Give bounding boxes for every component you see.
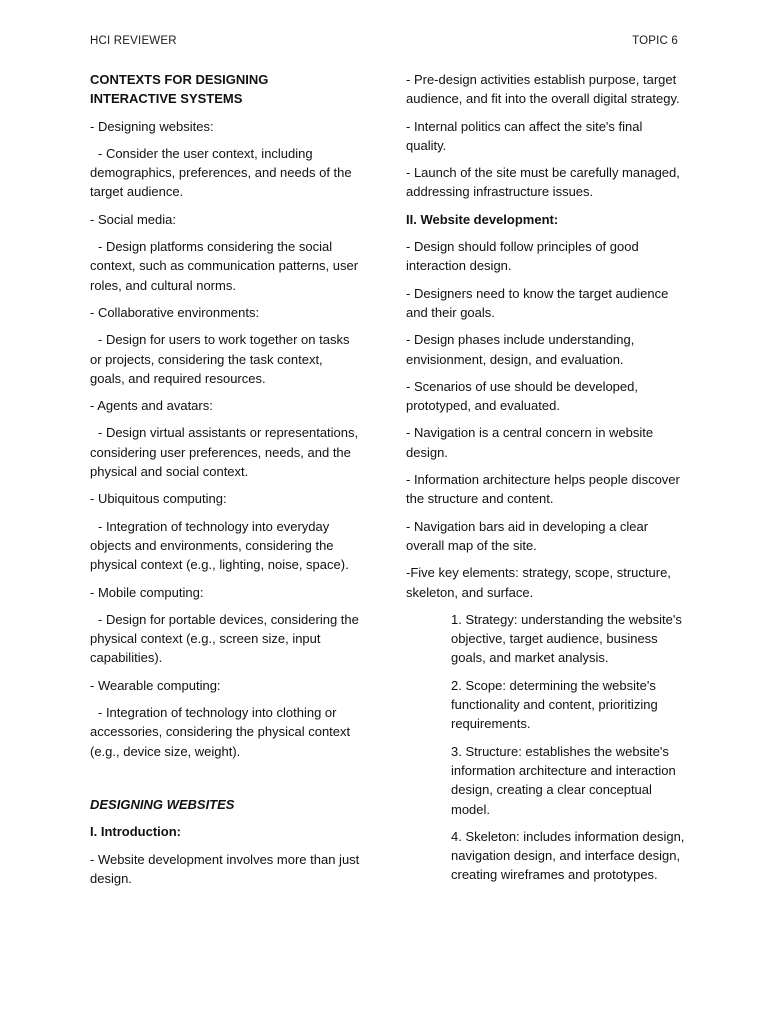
right-column [406, 70, 686, 893]
list-item: - Pre-design activities establish purpose, target audience, and fit into the overall digital strategy. [406, 72, 680, 107]
list-item: - Navigation bars aid in developing a clear overall map of the site. [406, 518, 649, 553]
section2-title: DESIGNING WEBSITES [90, 796, 235, 812]
list-subitem: - Consider the user context, including demographics, preferences, and needs of the target audience. [90, 145, 352, 200]
key-elements-list [451, 610, 686, 885]
list-subitem: - Design virtual assistants or representations, considering user preferences, needs, and the physical and social context. [90, 425, 359, 480]
list-item: - Design phases include understanding, envisionment, design, and evaluation. [406, 332, 635, 367]
list-item: - Designers need to know the target audience and their goals. [406, 285, 669, 320]
section-title-line2: INTERACTIVE SYSTEMS [90, 91, 243, 107]
key-element-item: 1. Strategy: understanding the website's objective, target audience, business goals, and market analysis. [451, 611, 682, 666]
list-item: - Designing websites: [90, 118, 214, 134]
header-right-text: TOPIC 6 [632, 35, 678, 47]
list-item: - Social media: [90, 211, 176, 227]
list-item: - Mobile computing: [90, 584, 204, 600]
website-development-heading: II. Website development: [406, 211, 559, 227]
list-item: - Scenarios of use should be developed, prototyped, and evaluated. [406, 378, 638, 414]
list-item: - Information architecture helps people discover the structure and content. [406, 472, 680, 507]
list-subitem: - Integration of technology into everyday objects and environments, considering the physical context (e.g., lighting, noise, space). [90, 518, 349, 573]
section-title [90, 70, 360, 109]
header-left-text: HCI REVIEWER [90, 35, 177, 47]
section-title-line1: CONTEXTS FOR DESIGNING [90, 72, 269, 87]
list-item: -Five key elements: strategy, scope, structure, skeleton, and surface. [406, 565, 671, 600]
list-subitem: - Integration of technology into clothing or accessories, considering the physical context (e.g., device size, weight). [90, 705, 351, 759]
list-item: - Navigation is a central concern in website design. [406, 425, 654, 460]
list-subitem: - Design for users to work together on tasks or projects, considering the task context, goals, and required resources. [90, 332, 350, 386]
list-item: - Wearable computing: [90, 677, 221, 693]
section2-subheading: I. Introduction: [90, 824, 181, 840]
list-item: - Website development involves more than just design. [90, 851, 360, 886]
list-item: - Internal politics can affect the site's final quality. [406, 118, 643, 153]
list-subitem: - Design for portable devices, considering the physical context (e.g., screen size, input capabilities). [90, 611, 359, 666]
key-element-item: 3. Structure: establishes the website's information architecture and interaction design, creating a clear conceptual model. [451, 743, 676, 817]
list-item: - Design should follow principles of good interaction design. [406, 239, 639, 274]
list-item: - Ubiquitous computing: [90, 491, 227, 507]
key-element-item: 2. Scope: determining the website's functionality and content, prioritizing requirements. [451, 677, 658, 732]
key-element-item: 4. Skeleton: includes information design, navigation design, and interface design, creating wireframes and prototypes. [451, 828, 685, 883]
list-item: - Collaborative environments: [90, 304, 260, 320]
list-item: - Agents and avatars: [90, 398, 213, 414]
left-column [90, 70, 360, 896]
list-subitem: - Design platforms considering the social context, such as communication patterns, user roles, and cultural norms. [90, 239, 359, 293]
list-item: - Launch of the site must be carefully managed, addressing infrastructure issues. [406, 165, 680, 200]
